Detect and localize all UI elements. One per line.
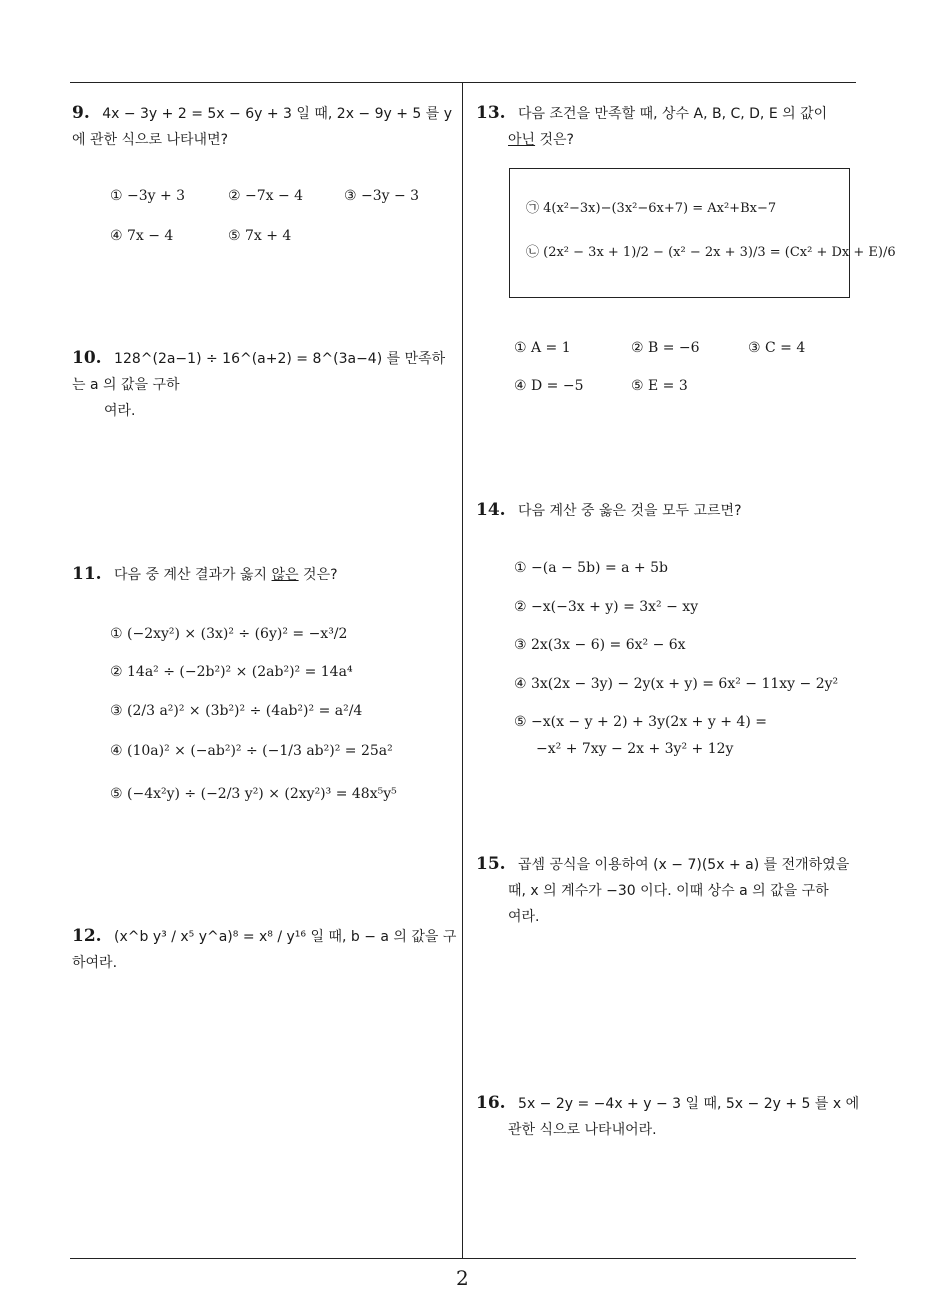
option-3: ③ (2/3 a²)² × (3b²)² ÷ (4ab²)² = a²/4 [110,703,363,719]
option-5: ⑤ −x(x − y + 2) + 3y(2x + y + 4) = [514,714,767,730]
option-2: ② 14a² ÷ (−2b²)² × (2ab²)² = 14a⁴ [110,664,353,680]
question-10 [72,345,457,424]
question-number: 16. [476,1093,506,1113]
option-2: ② B = −6 [631,340,700,356]
top-rule [70,82,856,83]
question-14 [476,497,861,524]
option-4: ④ 3x(2x − 3y) − 2y(x + y) = 6x² − 11xy − 2y² [514,676,839,692]
option-4: ④ (10a)² × (−ab²)² ÷ (−1/3 ab²)² = 25a² [110,743,393,759]
question-number: 10. [72,348,102,368]
option-1: ① (−2xy²) × (3x)² ÷ (6y)² = −x³/2 [110,626,348,642]
condition-2: ㉡ (2x² − 3x + 1)/2 − (x² − 2x + 3)/3 = (Cx² + Dx + E)/6 [526,245,896,260]
question-text: (x^b y³ / x⁵ y^a)⁸ = x⁸ / y¹⁶ 일 때, b − a 의 값을 구하여라. [72,929,457,971]
option-3: ③ C = 4 [748,340,806,356]
question-12 [72,923,457,976]
question-text-underlined: 아닌 [508,132,536,148]
option-1: ① −3y + 3 [110,188,186,204]
option-1: ① A = 1 [514,340,571,356]
question-text-line2: 때, x 의 계수가 −30 이다. 이때 상수 a 의 값을 구하 [508,883,829,899]
page-number: 2 [456,1266,469,1290]
option-3: ③ 2x(3x − 6) = 6x² − 6x [514,637,686,653]
option-5: ⑤ E = 3 [631,378,688,394]
option-2: ② −7x − 4 [228,188,304,204]
question-text: 다음 계산 중 옳은 것을 모두 고르면? [518,503,742,519]
condition-box [509,168,896,298]
question-text: 4x − 3y + 2 = 5x − 6y + 3 일 때, 2x − 9y + 5 를 y 에 관한 식으로 나타내면? [72,106,453,148]
question-number: 14. [476,500,506,520]
question-11 [72,561,457,588]
question-text-line1: 다음 조건을 만족할 때, 상수 A, B, C, D, E 의 값이 [518,106,828,122]
question-text-underlined: 않은 [271,567,299,583]
question-text-line1: 곱셈 공식을 이용하여 (x − 7)(5x + a) 를 전개하였을 [518,857,850,873]
question-number: 12. [72,926,102,946]
question-9 [72,100,457,153]
question-13 [476,100,861,153]
option-5: ⑤ 7x + 4 [228,228,292,244]
question-text-post: 것은? [535,132,574,148]
question-number: 13. [476,103,506,123]
option-4: ④ D = −5 [514,378,584,394]
question-number: 11. [72,564,102,584]
question-text-line1: 128^(2a−1) ÷ 16^(a+2) = 8^(3a−4) 를 만족하는 a 의 값을 구하 [72,351,446,393]
question-text-pre: 다음 중 계산 결과가 옳지 [114,567,272,583]
question-15 [476,851,861,930]
question-text-line1: 5x − 2y = −4x + y − 3 일 때, 5x − 2y + 5 를 x 에 [518,1096,860,1112]
question-text-post: 것은? [298,567,338,583]
condition-1: ㉠ 4(x²−3x)−(3x²−6x+7) = Ax²+Bx−7 [526,201,777,216]
option-5-continued: −x² + 7xy − 2x + 3y² + 12y [536,741,734,757]
option-4: ④ 7x − 4 [110,228,174,244]
option-5: ⑤ (−4x²y) ÷ (−2/3 y²) × (2xy²)³ = 48x⁵y⁵ [110,786,397,802]
option-3: ③ −3y − 3 [344,188,420,204]
question-text-line2: 여라. [104,403,136,419]
option-1: ① −(a − 5b) = a + 5b [514,560,668,576]
question-16 [476,1090,861,1143]
column-divider [462,82,463,1259]
question-number: 9. [72,103,90,123]
question-text-line2: 관한 식으로 나타내어라. [508,1122,657,1138]
question-text-line3: 여라. [508,909,540,925]
bottom-rule [70,1258,856,1259]
question-number: 15. [476,854,506,874]
option-2: ② −x(−3x + y) = 3x² − xy [514,599,699,615]
